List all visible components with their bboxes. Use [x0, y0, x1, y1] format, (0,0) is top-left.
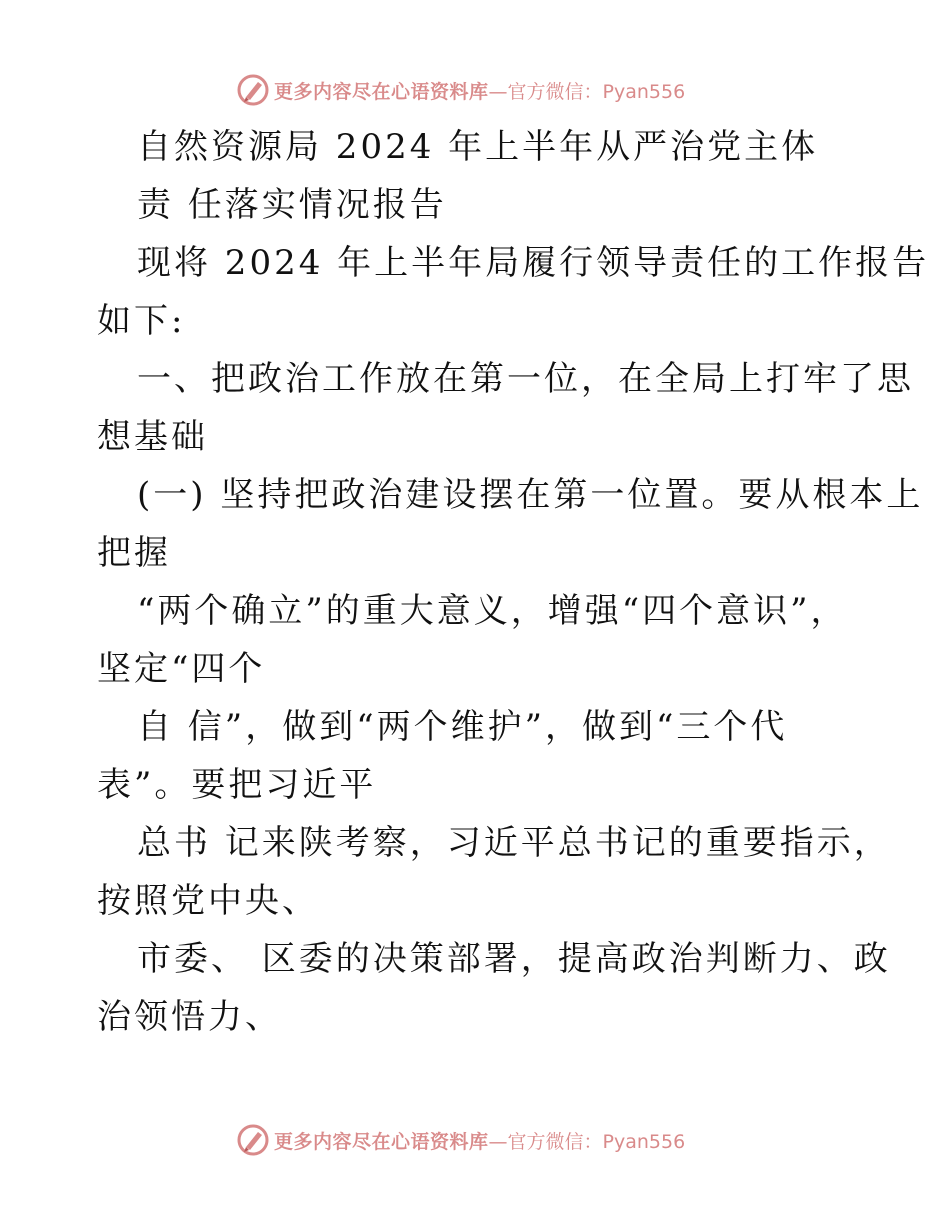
paragraph-line: 总书 记来陕考察，习近平总书记的重要指示，	[137, 823, 891, 863]
section-heading-line: 想基础	[97, 417, 208, 457]
watermark-contact-text: —官方微信：Pyan556	[488, 1130, 686, 1153]
pen-logo-icon	[236, 1123, 270, 1157]
paragraph-line: 自 信”，做到“两个维护”，做到“三个代	[137, 707, 788, 747]
paragraph-line: 现将 2024 年上半年局履行领导责任的工作报告	[137, 243, 930, 283]
watermark-site-text: 更多内容尽在心语资料库	[274, 80, 489, 103]
paragraph-line: 表”。要把习近平	[97, 765, 377, 805]
footer-watermark	[236, 1120, 685, 1160]
paragraph-line: 把握	[97, 533, 171, 573]
paragraph-line: “两个确立”的重大意义，增强“四个意识”，	[137, 591, 848, 631]
paragraph-line: 坚定“四个	[97, 649, 266, 689]
pen-logo-icon	[236, 73, 270, 107]
title-line-1: 自然资源局 2024 年上半年从严治党主体	[137, 127, 819, 167]
section-heading-line: 一、把政治工作放在第一位，在全局上打牢了思	[137, 359, 914, 399]
paragraph-line: 市委、 区委的决策部署，提高政治判断力、政	[137, 939, 891, 979]
subsection-heading-line: (一) 坚持把政治建设摆在第一位置。要从根本上	[137, 475, 924, 515]
header-watermark	[236, 70, 685, 110]
paragraph-line: 按照党中央、	[97, 881, 319, 921]
watermark-site-text: 更多内容尽在心语资料库	[274, 1130, 489, 1153]
title-line-2: 责 任落实情况报告	[137, 185, 447, 225]
paragraph-line: 治领悟力、	[97, 997, 282, 1037]
watermark-contact-text: —官方微信：Pyan556	[488, 80, 686, 103]
paragraph-line: 如下:	[97, 301, 186, 341]
